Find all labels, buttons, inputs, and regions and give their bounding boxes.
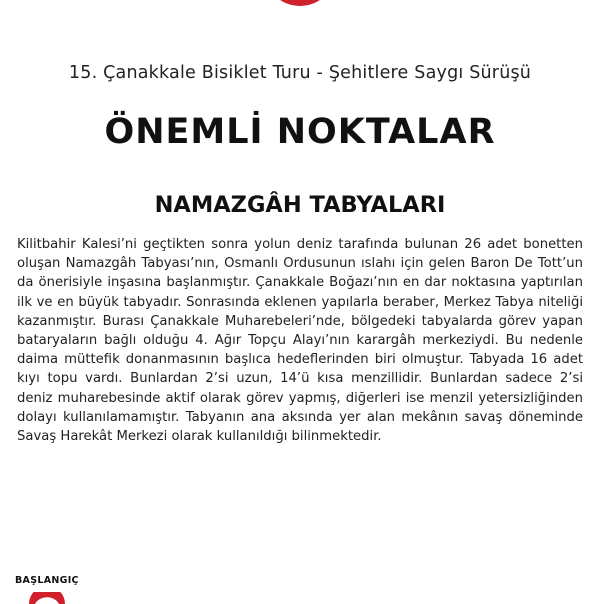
crescent-logo-icon [258, 0, 342, 20]
crescent-logo-icon [27, 592, 67, 604]
section-title: NAMAZGÂH TABYALARI [154, 192, 446, 218]
section-body-text: Kilitbahir Kalesi’ni geçtikten sonra yolun deniz tarafında bulunan 26 adet bonetten oluşan Namazgâh Tabyası’nın, Osmanlı Ordusunun ıslahı için gelen Baron De Tott’un da önerisiyle inşasına başlanmıştır. Çanakkale Boğazı’nın en dar noktasına yaptırılan ilk ve en büyük tabyadır. Sonrasında eklenen yapılarla beraber, Merkez Tabya niteliği kazanmıştır. Burası Çanakkale Muharebeleri’nde, bölgedeki tabyalarda görev yapan bataryaların bağlı olduğu 4. Ağır Topçu Alayı’nın karargâh merkeziydi. Bu nedenle daima müttefik donanmasının başlıca hedeflerinden biri olmuştur. Tabyada 16 adet kıyı topu vardı. Bunlardan 2’si uzun, 14’ü kısa menzillidir. Bunlardan sadece 2’si deniz muharebesinde aktif olarak görev yapmış, diğerleri ise menzil yetersizliğinden dolayı kullanılamamıştır. Tabyanın ana aksında yer alan mekânın savaş döneminde Savaş Harekât Merkezi olarak kullanıldığı bilinmektedir. [17, 237, 583, 445]
page-title: ÖNEMLİ NOKTALAR [104, 112, 496, 152]
event-subtitle: 15. Çanakkale Bisiklet Turu - Şehitlere Saygı Sürüşü [68, 63, 532, 83]
start-label: BAŞLANGIÇ [15, 575, 79, 586]
